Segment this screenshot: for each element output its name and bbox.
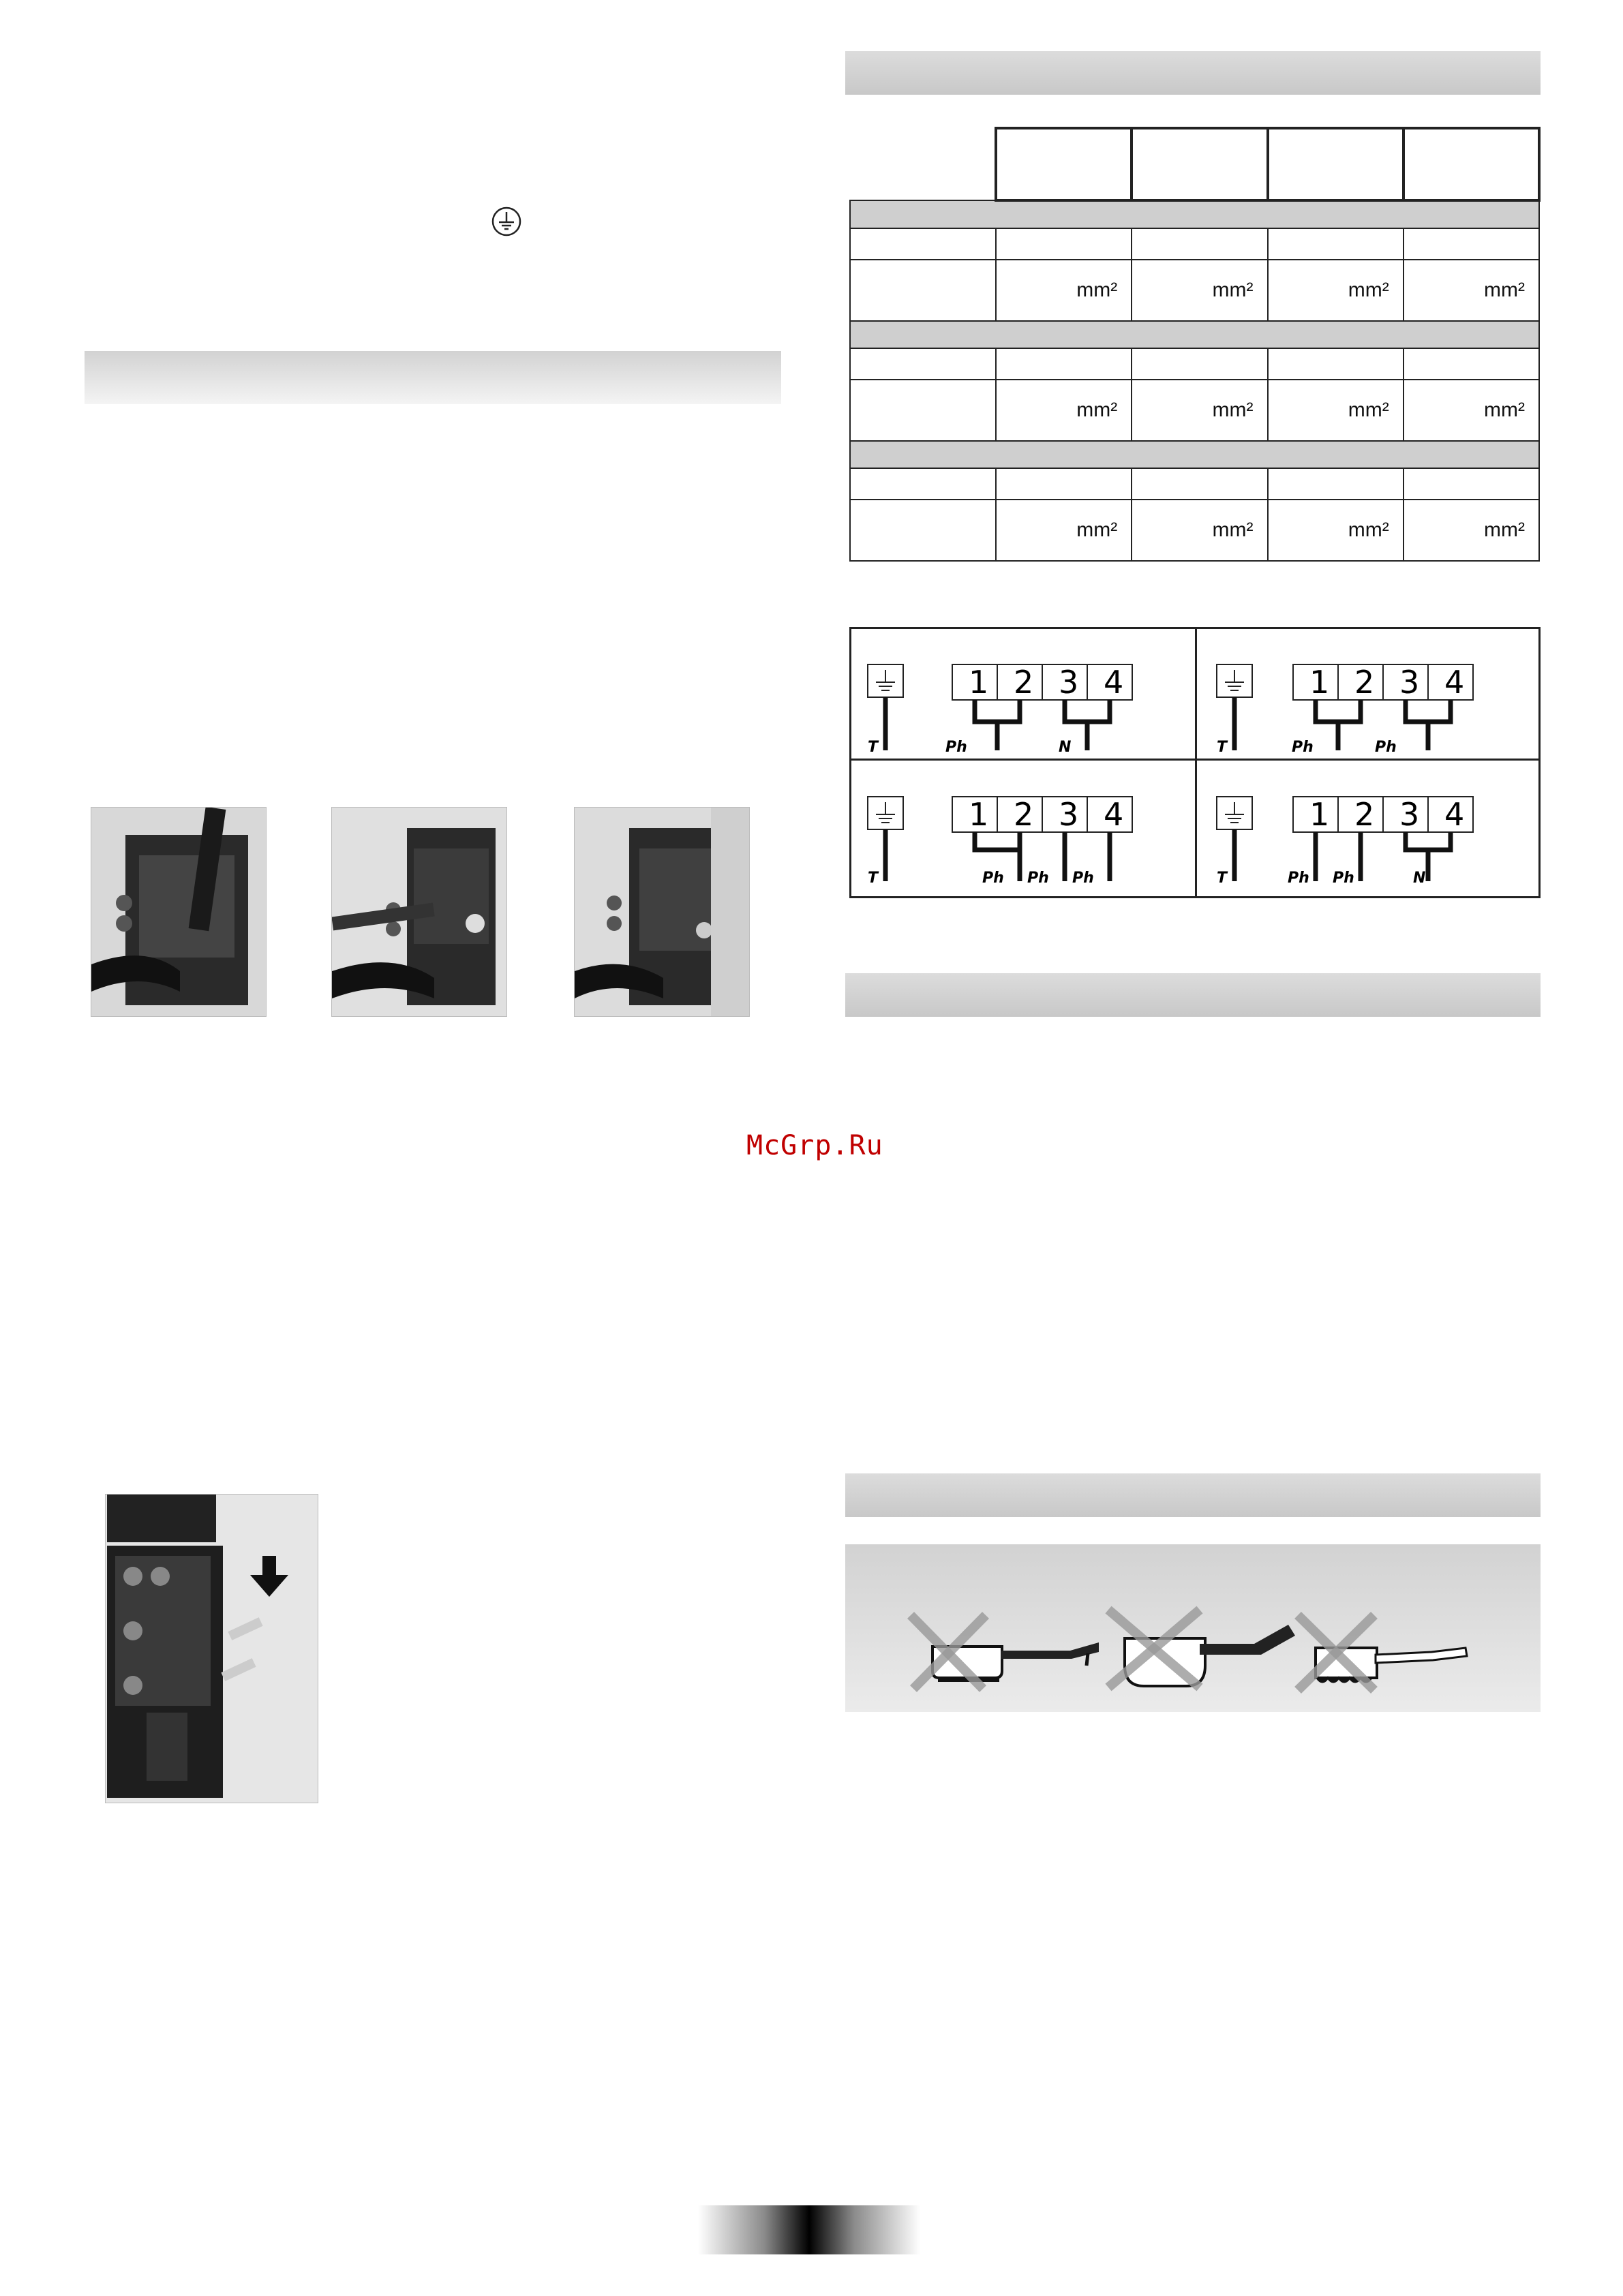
terminal-number: 3 (1059, 796, 1079, 833)
terminal-label-T: T (1217, 739, 1228, 756)
section-heading-band-middle (845, 973, 1541, 1017)
table-cell-unit: mm² (1132, 500, 1267, 561)
terminal-label: Ph (1375, 739, 1397, 756)
table-cell-unit: mm² (1132, 380, 1267, 441)
section-heading-band-wiring (845, 51, 1541, 95)
page-number-tab (698, 2205, 920, 2254)
terminal-number: 4 (1444, 664, 1465, 701)
earth-ground-icon (491, 206, 522, 237)
table-cell-unit: mm² (996, 260, 1132, 321)
table-row (850, 500, 1539, 561)
terminal-number: 3 (1399, 664, 1420, 701)
terminal-number: 1 (969, 796, 989, 833)
table-row (850, 228, 1539, 260)
table-row (850, 348, 1539, 380)
terminal-label-T: T (868, 870, 879, 887)
terminal-number: 4 (1104, 664, 1124, 701)
earth-symbol-icon (876, 802, 895, 823)
terminal-label: Ph (1027, 870, 1049, 887)
table-cell-unit: mm² (1404, 260, 1539, 321)
earth-symbol-icon (1225, 802, 1244, 823)
section-heading-band-bottom (845, 1473, 1541, 1517)
terminal-label: N (1059, 739, 1072, 756)
pan-ridged-base-icon (1298, 1615, 1467, 1690)
table-cell-unit: mm² (1268, 500, 1404, 561)
pan-small-base-icon (911, 1615, 1099, 1689)
terminal-label: Ph (1292, 739, 1314, 756)
table-section-row (850, 200, 1539, 228)
watermark-text: McGrp.Ru (746, 1130, 883, 1161)
terminal-block-photo-3 (574, 807, 750, 1017)
table-cell-unit: mm² (1268, 380, 1404, 441)
terminal-label: Ph (1288, 870, 1309, 887)
terminal-label-T: T (868, 739, 879, 756)
terminal-block-diagrams (849, 627, 1541, 898)
terminal-label-T: T (1217, 870, 1228, 887)
section-heading-band-left (85, 351, 781, 404)
terminal-label: Ph (1072, 870, 1094, 887)
terminal-label: Ph (945, 739, 967, 756)
table-cell-unit: mm² (1404, 500, 1539, 561)
table-row (850, 380, 1539, 441)
table-cell-unit: mm² (996, 380, 1132, 441)
earth-symbol-icon (876, 670, 895, 690)
earth-symbol-icon (1225, 670, 1244, 690)
diagram-panel-3 (868, 796, 1132, 887)
terminal-number: 2 (1354, 664, 1375, 701)
diagram-panel-4 (1217, 796, 1473, 887)
terminal-number: 1 (1309, 664, 1330, 701)
unsuitable-pans-illustration (845, 1544, 1541, 1712)
terminal-label: Ph (982, 870, 1004, 887)
terminal-number: 2 (1014, 664, 1034, 701)
terminal-number: 2 (1354, 796, 1375, 833)
table-row (850, 260, 1539, 321)
terminal-number: 3 (1059, 664, 1079, 701)
terminal-number: 2 (1014, 796, 1034, 833)
terminal-number: 1 (969, 664, 989, 701)
terminal-number: 4 (1104, 796, 1124, 833)
terminal-block-photo-4 (105, 1494, 318, 1803)
table-section-row (850, 441, 1539, 468)
terminal-number: 1 (1309, 796, 1330, 833)
terminal-block-photo-1 (91, 807, 267, 1017)
table-row (850, 468, 1539, 500)
terminal-block-photo-2 (331, 807, 507, 1017)
table-cell-unit: mm² (996, 500, 1132, 561)
table-header-row (850, 128, 1539, 200)
table-cell-unit: mm² (1404, 380, 1539, 441)
diagram-panel-2 (1217, 664, 1473, 756)
pan-rounded-base-icon (1108, 1610, 1295, 1687)
table-cell-unit: mm² (1132, 260, 1267, 321)
terminal-label: N (1413, 870, 1426, 887)
cable-section-table (849, 127, 1541, 562)
terminal-label: Ph (1333, 870, 1354, 887)
terminal-number: 4 (1444, 796, 1465, 833)
terminal-number: 3 (1399, 796, 1420, 833)
table-cell-unit: mm² (1268, 260, 1404, 321)
table-section-row (850, 321, 1539, 348)
diagram-panel-1 (868, 664, 1132, 756)
